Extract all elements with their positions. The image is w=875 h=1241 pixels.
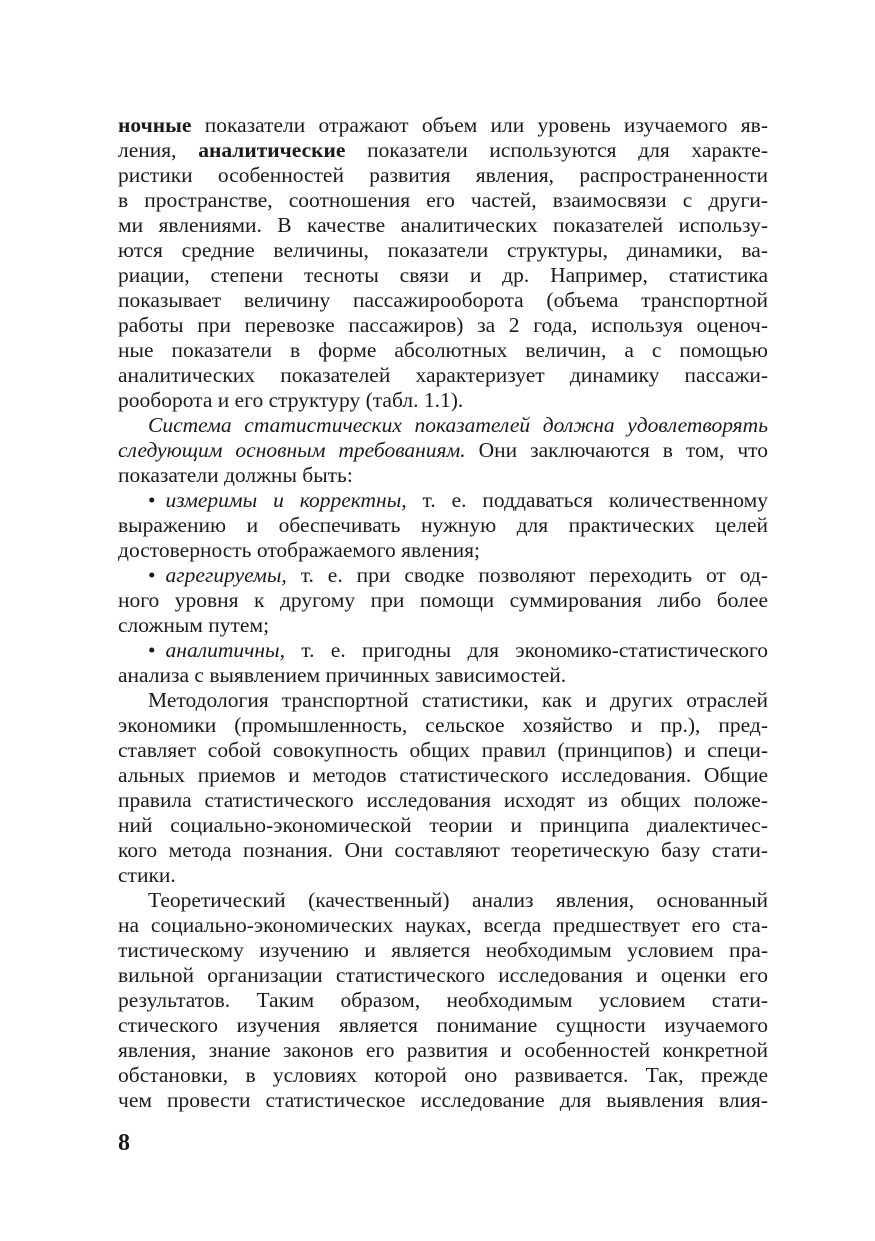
text-line: ления, аналитические показатели используются для характе- <box>118 138 768 162</box>
text-line: явления, знание законов его развития и особенностей конкретной <box>118 1038 768 1062</box>
text-line: показывает величину пассажирооборота (объема транспортной <box>118 288 768 312</box>
text-line: ставляет собой совокупность общих правил (принципов) и специ- <box>118 738 768 762</box>
text-line: риации, степени тесноты связи и др. Например, статистика <box>118 263 768 287</box>
italic-text: следующим основным требованиям. <box>118 438 466 462</box>
bold-term: аналитические <box>198 138 346 162</box>
text-line: ристики особенностей развития явления, распространенности <box>118 163 768 187</box>
text-line: чем провести статистическое исследование для выявления влия- <box>118 1088 768 1112</box>
bold-term: ночные <box>118 113 192 137</box>
text-line: в пространстве, соотношения его частей, взаимосвязи с други- <box>118 188 768 212</box>
paragraph-3 <box>118 688 768 888</box>
text-line: Теоретический (качественный) анализ явления, основанный <box>148 888 768 912</box>
bullet-icon: • <box>148 563 156 587</box>
page-body <box>118 113 768 1113</box>
text-line: тистическому изучению и является необходимым условием пра- <box>118 938 768 962</box>
text-line: анализа с выявлением причинных зависимостей. <box>118 663 567 687</box>
text-line: экономики (промышленность, сельское хозяйство и пр.), пред- <box>118 713 768 737</box>
text-line: вильной организации статистического исследования и оценки его <box>118 963 768 987</box>
text-line: альных приемов и методов статистического исследования. Общие <box>118 763 768 787</box>
bullet-icon: • <box>148 638 156 662</box>
text-line: ного уровня к другому при помощи суммирования либо более <box>118 588 768 612</box>
list-item <box>118 563 768 638</box>
text-line: ми явлениями. В качестве аналитических показателей использу- <box>118 213 768 237</box>
text-line: ные показатели в форме абсолютных величин, а с помощью <box>118 338 768 362</box>
paragraph-4 <box>118 888 768 1113</box>
text-line: достоверность отображаемого явления; <box>118 538 481 562</box>
text-line: выражению и обеспечивать нужную для практических целей <box>118 513 768 537</box>
italic-text: Система статистических показателей должна удовлетворять <box>148 413 768 437</box>
text-line: • аналитичны, т. е. пригодны для экономико-статистического <box>148 638 768 662</box>
text-line: кого метода познания. Они составляют теоретическую базу стати- <box>118 838 768 862</box>
list-item <box>118 638 768 688</box>
text-line: рооборота и его структуру (табл. 1.1). <box>118 388 464 412</box>
text-line: сложным путем; <box>118 613 270 637</box>
text-line: аналитических показателей характеризует динамику пассажи- <box>118 363 768 387</box>
italic-text: агрегируемы, <box>165 563 287 587</box>
bullet-list <box>118 488 768 688</box>
page-number: 8 <box>118 1130 130 1156</box>
text-line: следующим основным требованиям. Они заключаются в том, что <box>118 438 768 462</box>
text-line <box>118 413 768 438</box>
text-line: • измеримы и корректны, т. е. поддаваться количественному <box>148 488 768 512</box>
text-line: результатов. Таким образом, необходимым условием стати- <box>118 988 768 1012</box>
text-line: работы при перевозке пассажиров) за 2 года, используя оценоч- <box>118 313 768 337</box>
text-line: ются средние величины, показатели структуры, динамики, ва- <box>118 238 768 262</box>
text-line: правила статистического исследования исходят из общих положе- <box>118 788 768 812</box>
paragraph-2 <box>118 413 768 488</box>
text-line: ночные показатели отражают объем или уровень изучаемого яв- <box>118 113 768 137</box>
bullet-icon: • <box>148 488 156 512</box>
text-line: стики. <box>118 863 176 887</box>
italic-text: измеримы и корректны, <box>165 488 407 512</box>
text-line: показатели должны быть: <box>118 463 353 487</box>
text-line: обстановки, в условиях которой оно развивается. Так, прежде <box>118 1063 768 1087</box>
text-line: стического изучения является понимание сущности изучаемого <box>118 1013 768 1037</box>
text-line: • агрегируемы, т. е. при сводке позволяют переходить от од- <box>148 563 768 587</box>
list-item <box>118 488 768 563</box>
paragraph-1 <box>118 113 768 413</box>
text-line: ний социально-экономической теории и принципа диалектичес- <box>118 813 768 837</box>
text-line: на социально-экономических науках, всегда предшествует его ста- <box>118 913 768 937</box>
italic-text: аналитичны, <box>165 638 285 662</box>
text-line: Методология транспортной статистики, как и других отраслей <box>148 688 768 712</box>
